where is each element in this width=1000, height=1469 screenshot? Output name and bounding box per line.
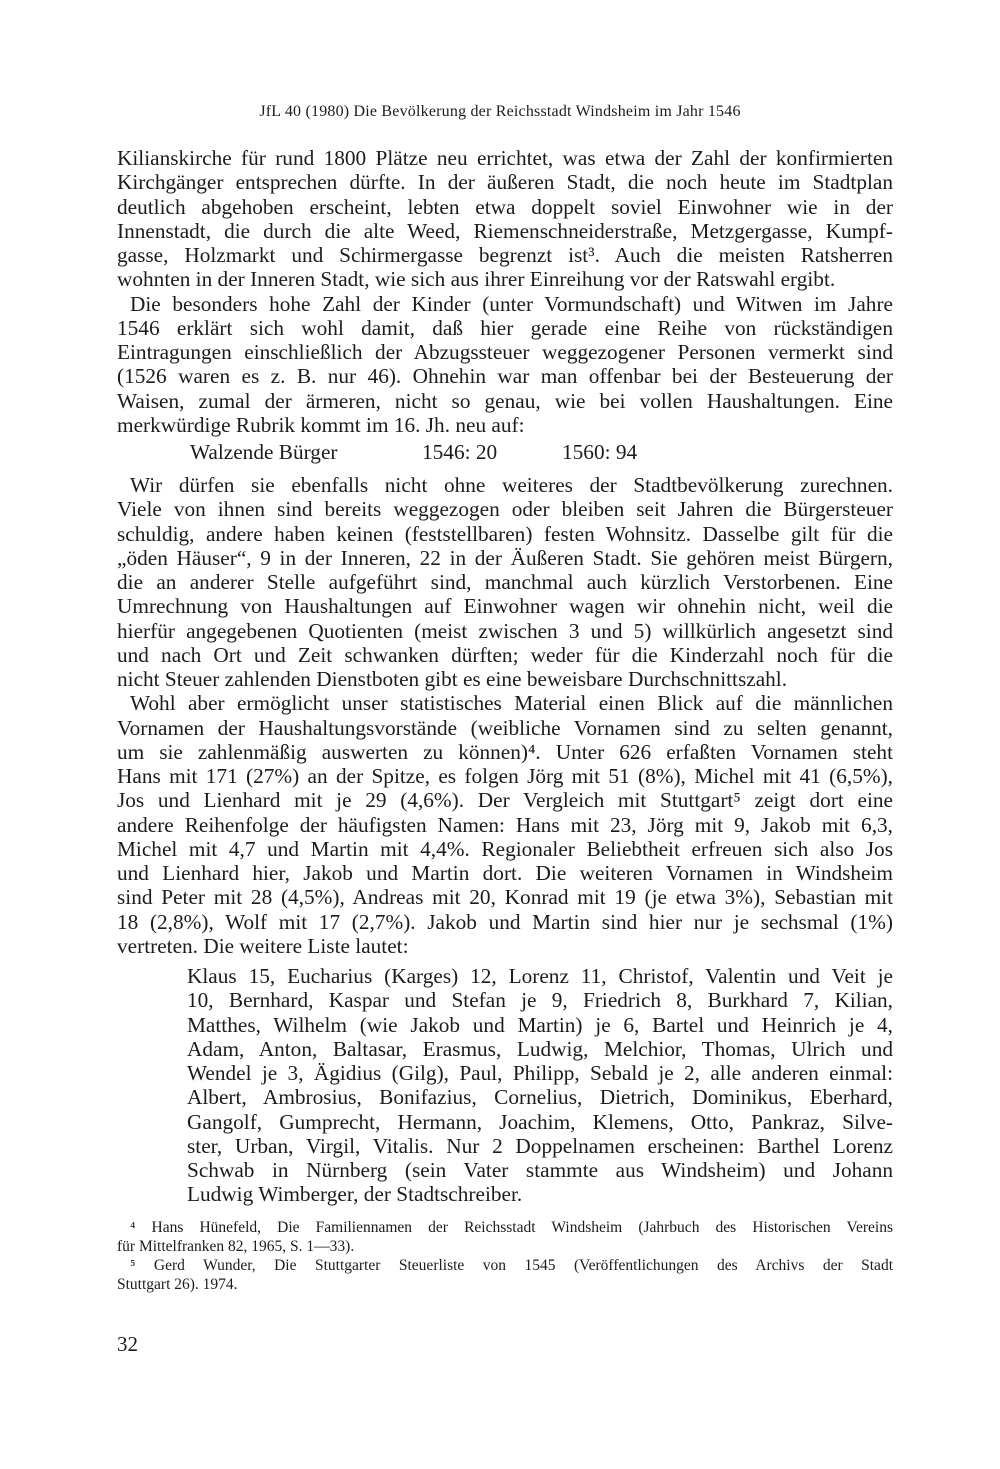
- text-line: Kilianskirche für rund 1800 Plätze neu errichtet, was etwa der Zahl der konfirmierten: [117, 146, 893, 170]
- footnote-line: ⁵ Gerd Wunder, Die Stuttgarter Steuerliste von 1545 (Veröffentlichungen des Archivs der Stadt: [130, 1257, 893, 1274]
- footnotes: [117, 1218, 893, 1294]
- main-text: [117, 146, 893, 1207]
- paragraph: [117, 691, 893, 958]
- paragraph: [117, 473, 893, 691]
- text-line: Michel mit 4,7 und Martin mit 4,4%. Regionaler Beliebtheit erfreuen sich also Jos: [117, 836, 893, 861]
- list-line: ster, Urban, Virgil, Vitalis. Nur 2 Doppelnamen erscheinen: Barthel Lorenz: [187, 1133, 893, 1158]
- footnote-line: für Mittelfranken 82, 1965, S. 1—33).: [117, 1238, 355, 1255]
- text-line: andere Reihenfolge der häufigsten Namen: Hans mit 23, Jörg mit 9, Jakob mit 6,3,: [117, 812, 893, 837]
- list-line: Ludwig Wimberger, der Stadtschreiber.: [187, 1182, 523, 1207]
- text-line: schuldig, andere haben keinen (feststellbaren) festen Wohnsitz. Dasselbe gilt für die: [117, 521, 893, 546]
- page-number: 32: [117, 1332, 138, 1356]
- text-line: Viele von ihnen sind bereits weggezogen oder bleiben seit Jahren die Bürgersteuer: [117, 497, 893, 522]
- text-line: und nach Ort und Zeit schwanken dürften; weder für die Kinderzahl noch für die: [117, 642, 893, 667]
- text-line: vertreten. Die weitere Liste lautet:: [117, 933, 409, 958]
- text-line: Hans mit 171 (27%) an der Spitze, es folgen Jörg mit 51 (8%), Michel mit 41 (6,5%),: [117, 764, 893, 788]
- name-list-block: [187, 964, 893, 1207]
- walzende-1560: 1560: 94: [562, 440, 638, 464]
- text-line: Waisen, zumal der ärmeren, nicht so genau, wie bei vollen Haushaltungen. Eine: [117, 388, 893, 413]
- text-line: nicht Steuer zahlenden Dienstboten gibt es eine beweisbare Durchschnittszahl.: [117, 667, 788, 691]
- list-line: Gangolf, Gumprecht, Hermann, Joachim, Klemens, Otto, Pankraz, Silve-: [187, 1109, 893, 1134]
- footnote-5: [117, 1256, 893, 1294]
- running-header: JfL 40 (1980) Die Bevölkerung der Reichsstadt Windsheim im Jahr 1546: [259, 103, 741, 120]
- text-line: deutlich abgehoben erscheint, lebten etwa doppelt soviel Einwohner wie in der: [117, 194, 893, 219]
- paragraph: [117, 146, 893, 292]
- text-line: 18 (2,8%), Wolf mit 17 (2,7%). Jakob und Martin sind hier nur je sechsmal (1%): [117, 909, 893, 934]
- walzende-1546: 1546: 20: [422, 440, 498, 464]
- text-line: Vornamen der Haushaltungsvorstände (weibliche Vornamen sind zu selten genannt,: [117, 715, 893, 740]
- text-line: Die besonders hohe Zahl der Kinder (unter Vormundschaft) und Witwen im Jahre: [130, 291, 893, 316]
- text-line: um sie zahlenmäßig auswerten zu können)⁴. Unter 626 erfaßten Vornamen steht: [117, 739, 893, 764]
- text-line: Umrechnung von Haushaltungen auf Einwohner wagen wir ohnehin nicht, weil die: [117, 594, 893, 619]
- footnote-4: [117, 1218, 893, 1256]
- text-line: Eintragungen einschließlich der Abzugssteuer weggezogener Personen vermerkt sind: [117, 340, 893, 364]
- text-line: „öden Häuser“, 9 in der Inneren, 22 in der Äußeren Stadt. Sie gehören meist Bürgern,: [117, 545, 893, 570]
- text-line: Wir dürfen sie ebenfalls nicht ohne weiteres der Stadtbevölkerung zurechnen.: [130, 473, 893, 497]
- text-line: die an anderer Stelle aufgeführt sind, manchmal auch kürzlich Verstorbenen. Eine: [117, 570, 893, 594]
- list-line: 10, Bernhard, Kaspar und Stefan je 9, Friedrich 8, Burkhard 7, Kilian,: [187, 988, 893, 1013]
- text-line: Innenstadt, die durch die alte Weed, Riemenschneiderstraße, Metzgergasse, Kumpf-: [117, 218, 893, 243]
- list-line: Albert, Ambrosius, Bonifazius, Cornelius, Dietrich, Dominikus, Eberhard,: [187, 1085, 893, 1110]
- text-line: sind Peter mit 28 (4,5%), Andreas mit 20, Konrad mit 19 (je etwa 3%), Sebastian mit: [117, 885, 893, 910]
- list-line: Wendel je 3, Ägidius (Gilg), Paul, Philipp, Sebald je 2, alle anderen einmal:: [187, 1061, 893, 1085]
- text-line: Kirchgänger entsprechen dürfte. In der äußeren Stadt, die noch heute im Stadtplan: [117, 170, 893, 195]
- list-line: Adam, Anton, Baltasar, Erasmus, Ludwig, Melchior, Thomas, Ulrich und: [187, 1036, 893, 1061]
- list-line: Schwab in Nürnberg (sein Vater stammte aus Windsheim) und Johann: [187, 1158, 893, 1182]
- list-line: Klaus 15, Eucharius (Karges) 12, Lorenz 11, Christof, Valentin und Veit je: [187, 964, 893, 988]
- text-line: Jos und Lienhard mit je 29 (4,6%). Der Vergleich mit Stuttgart⁵ zeigt dort eine: [117, 788, 893, 813]
- footnote-line: ⁴ Hans Hünefeld, Die Familiennamen der Reichsstadt Windsheim (Jahrbuch des Historischen Vereins: [130, 1219, 893, 1236]
- walzende-buerger-row: [117, 437, 893, 467]
- text-line: Wohl aber ermöglicht unser statistisches Material einen Blick auf die männlichen: [130, 691, 893, 716]
- text-line: gasse, Holzmarkt und Schirmergasse begrenzt ist³. Auch die meisten Ratsherren: [117, 243, 893, 267]
- text-line: (1526 waren es z. B. nur 46). Ohnehin war man offenbar bei der Besteuerung der: [117, 364, 893, 389]
- walzende-label: Walzende Bürger: [190, 440, 338, 464]
- paragraph: [117, 292, 893, 438]
- footnote-line: Stuttgart 26). 1974.: [117, 1276, 238, 1293]
- text-line: wohnten in der Inneren Stadt, wie sich aus ihrer Einreihung vor der Ratswahl ergibt.: [117, 267, 836, 292]
- text-line: und Lienhard hier, Jakob und Martin dort. Die weiteren Vornamen in Windsheim: [117, 861, 893, 885]
- text-line: merkwürdige Rubrik kommt im 16. Jh. neu auf:: [117, 412, 525, 437]
- list-line: Matthes, Wilhelm (wie Jakob und Martin) je 6, Bartel und Heinrich je 4,: [187, 1012, 893, 1037]
- text-line: 1546 erklärt sich wohl damit, daß hier gerade eine Reihe von rückständigen: [117, 315, 893, 340]
- text-line: hierfür angegebenen Quotienten (meist zwischen 3 und 5) willkürlich angesetzt sind: [117, 618, 893, 643]
